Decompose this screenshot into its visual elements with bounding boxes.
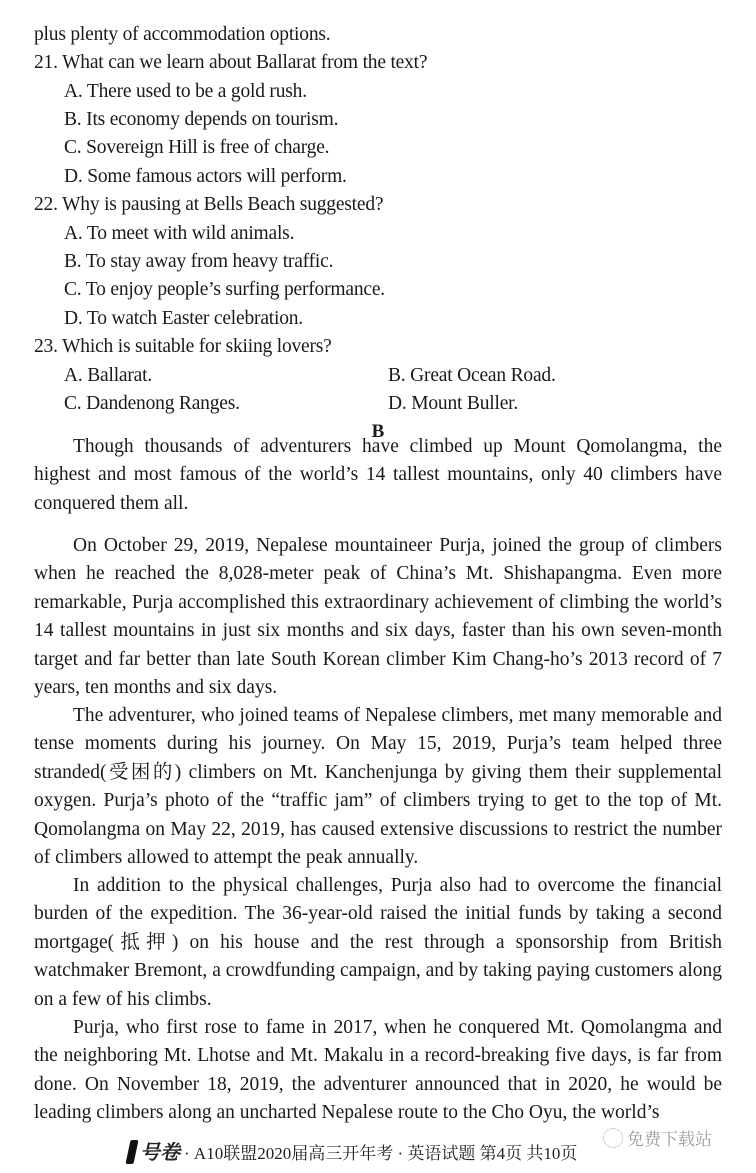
wechat-icon xyxy=(603,1128,623,1148)
section-b-heading: B xyxy=(371,421,385,442)
passage-paragraph-1 xyxy=(34,433,722,518)
question-22-option-a: A. To meet with wild animals. xyxy=(64,223,295,244)
passage-paragraph-2 xyxy=(34,532,722,702)
question-23-option-d: D. Mount Buller. xyxy=(388,393,519,414)
question-21-option-c: C. Sovereign Hill is free of charge. xyxy=(64,137,330,158)
question-21-option-d: D. Some famous actors will perform. xyxy=(64,166,347,187)
paragraph-text: Though thousands of adventurers have climbed up Mount Qomolangma, the highest and most famous of the world’s 14 tallest mountains, only 40 climbers have conquered them all. xyxy=(34,436,722,514)
question-23-option-c: C. Dandenong Ranges. xyxy=(64,393,240,414)
paragraph-text: The adventurer, who joined teams of Nepalese climbers, met many memorable and tense moments during his journey. On May 15, 2019, Purja’s team helped three stranded(受困的) climbers on Mt. Kanchenjunga by giving them their supplemental oxygen. Purja’s photo of the “traffic jam” of climbers trying to get to the top of Mt. Qomolangma on May 22, 2019, has caused extensive discussions to restrict the number of climbers allowed to attempt the peak annually. xyxy=(34,705,722,869)
watermark xyxy=(603,1125,712,1150)
question-23-stem: 23. Which is suitable for skiing lovers? xyxy=(34,336,332,357)
question-23-option-b: B. Great Ocean Road. xyxy=(388,365,556,386)
passage-paragraph-4 xyxy=(34,872,722,1014)
paragraph-text: On October 29, 2019, Nepalese mountaineer Purja, joined the group of climbers when he reached the 8,028-meter peak of China’s Mt. Shishapangma. Even more remarkable, Purja accomplished this extraordinary achievement of climbing the world’s 14 tallest mountains in just six months and six days, faster than his own seven-month target and far better than late South Korean climber Kim Chang-ho’s 2013 record of 7 years, ten months and six days. xyxy=(34,535,722,699)
question-22-stem: 22. Why is pausing at Bells Beach suggested? xyxy=(34,194,384,215)
passage-paragraph-5 xyxy=(34,1014,722,1128)
page-footer xyxy=(128,1140,577,1166)
question-21-option-a: A. There used to be a gold rush. xyxy=(64,81,307,102)
brand-logo-icon xyxy=(125,1140,138,1164)
question-21-option-b: B. Its economy depends on tourism. xyxy=(64,109,339,130)
question-22-option-d: D. To watch Easter celebration. xyxy=(64,308,303,329)
paragraph-text: Purja, who first rose to fame in 2017, when he conquered Mt. Qomolangma and the neighboring Mt. Lhotse and Mt. Makalu in a record-breaking five days, is far from done. On November 18, 2019, the adventurer announced that in 2020, he would be leading climbers along an uncharted Nepalese route to the Cho Oyu, the world’s xyxy=(34,1017,722,1124)
paragraph-text: In addition to the physical challenges, Purja also had to overcome the financial burden of the expedition. The 36-year-old raised the initial funds by taking a second mortgage(抵押) on his house and the rest through a sponsorship from British watchmaker Bremont, a crowdfunding campaign, and by taking paying customers along on a few of his climbs. xyxy=(34,875,722,1010)
question-22-option-c: C. To enjoy people’s surfing performance. xyxy=(64,279,385,300)
brand-name: 号卷 xyxy=(140,1142,180,1164)
question-23-option-a: A. Ballarat. xyxy=(64,365,153,386)
question-22-option-b: B. To stay away from heavy traffic. xyxy=(64,251,334,272)
footer-text: · A10联盟2020届高三开年考 · 英语试题 第4页 共10页 xyxy=(184,1144,578,1163)
question-21-stem: 21. What can we learn about Ballarat from the text? xyxy=(34,52,428,73)
passage-paragraph-3 xyxy=(34,702,722,872)
watermark-text: 免费下载站 xyxy=(627,1130,712,1150)
continuation-text: plus plenty of accommodation options. xyxy=(34,24,331,45)
